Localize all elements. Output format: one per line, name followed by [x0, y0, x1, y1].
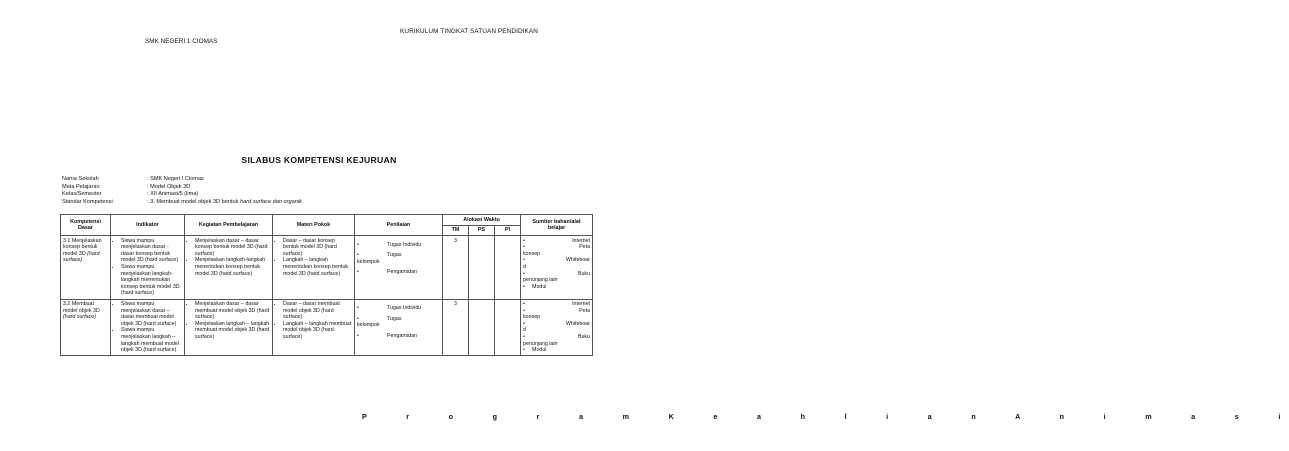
info-row-class: [62, 191, 302, 199]
kegiatan-cell: [185, 299, 273, 356]
bullet-icon: •: [523, 244, 525, 251]
ps-cell: [469, 299, 495, 356]
bullet-icon: •: [357, 305, 359, 312]
program-footer: P r o g r a m K e a h l i a n A n i m a s i: [362, 412, 1289, 421]
list-item: • Siswa mampu menjelaskan langkah-langkah menentukan konsep bentuk model 3D (hard surface): [121, 264, 182, 297]
header-sumber: Sumber bahan/alat belajar: [521, 215, 593, 236]
list-item: • Menjelaskan langkah – langkah membuat model objek 3D (hard surface): [195, 321, 270, 341]
list-item: • Dasar – dasar membuat model objek 3D (hard surface): [283, 301, 352, 321]
info-value: : SMK Negeri I Ciomas: [147, 176, 204, 182]
bullet-icon: •: [523, 257, 525, 264]
bullet-icon: •: [357, 252, 359, 259]
bullet-icon: •: [523, 270, 525, 277]
header-materi: Materi Pokok: [273, 215, 355, 236]
materi-cell: [273, 236, 355, 299]
bullet-icon: •: [523, 307, 525, 314]
penilaian-cell: • Tugas Individu • Tugas kelompok • Pengamatan: [355, 299, 443, 356]
bullet-icon: •: [523, 334, 525, 340]
list-item: • Siswa mampu menjelaskan dasar – dasar membuat model objek 3D (hard surface): [121, 301, 182, 327]
ps-cell: [469, 236, 495, 299]
school-name: SMK NEGERI 1 CIOMAS: [145, 38, 218, 45]
info-row-standard: [62, 199, 302, 207]
list-item: • Menjelaskan langkah-langkah menentukan konsep bentuk model 3D (hard surface): [195, 257, 270, 277]
info-key: Mata Pelajaran: [62, 183, 100, 190]
bullet-icon: •: [523, 320, 525, 327]
list-item: • Menjelaskan dasar – dasar konsep bentuk model 3D (hard surface): [195, 238, 270, 258]
list-item: • Menjelaskan dasar – dasar membuat model objek 3D (hard surface): [195, 301, 270, 321]
bullet-icon: •: [523, 283, 525, 290]
bullet-icon: •: [523, 347, 525, 354]
list-item: • Siswa mampu menjelaskan langkah – langkah membuat model objek 3D (hard surface): [121, 327, 182, 353]
info-value-italic: hard surface dan organik: [239, 198, 302, 205]
list-item: • Dasar – dasar konsep bentuk model 3D (hard surface): [283, 238, 352, 258]
header-ps: PS: [469, 225, 495, 236]
list-item: • Langkah – langkah menentukan konsep bentuk model 3D (hard surface): [283, 257, 352, 277]
tm-cell: 3: [443, 236, 469, 299]
info-key: Kelas/Semester: [62, 191, 102, 198]
curriculum-header: KURIKULUM TINGKAT SATUAN PENDIDIKAN: [400, 28, 538, 35]
list-item: • Langkah – langkah membuat model objek 3D (hard surface): [283, 321, 352, 341]
bullet-icon: •: [357, 269, 359, 276]
sumber-cell: • Internet • Peta konsep • Whiteboar d • Buku penunjang lain • Modul: [521, 236, 593, 299]
pi-cell: [495, 299, 521, 356]
info-row-school: [62, 176, 302, 184]
document-title: SILABUS KOMPETENSI KEJURUAN: [241, 155, 397, 165]
header-penilaian: Penilaian: [355, 215, 443, 236]
info-key: Nama Sekolah: [62, 176, 99, 182]
header-tm: TM: [443, 225, 469, 236]
bullet-icon: •: [357, 315, 359, 322]
header-kegiatan: Kegiatan Pembelajaran: [185, 215, 273, 236]
header-alokasi: Alokasi Waktu: [443, 215, 521, 226]
info-value: : XII Animasi/5 (lima): [147, 191, 199, 198]
pi-cell: [495, 236, 521, 299]
bullet-icon: •: [523, 301, 525, 308]
header-pi: PI: [495, 225, 521, 236]
syllabus-table: [60, 214, 593, 356]
syllabus-info: [62, 176, 302, 206]
kd-cell: 3.1 Menjelaskan konsep bentuk model 3D (hard surface): [61, 236, 111, 299]
sumber-cell: • Internet • Peta konsep • Whiteboar d • Buku penunjang lain • Modul: [521, 299, 593, 356]
info-row-subject: [62, 184, 302, 192]
bullet-icon: •: [357, 332, 359, 339]
penilaian-cell: • Tugas Individu • Tugas kelompok • Pengamatan: [355, 236, 443, 299]
tm-cell: 3: [443, 299, 469, 356]
info-key: Standar Kompetensi: [62, 198, 113, 205]
kd-cell: 3.2 Membuat model objek 3D (hard surface): [61, 299, 111, 356]
list-item: • Siswa mampu menjelaskan dasar - dasar konsep bentuk model 3D (hard surface): [121, 238, 182, 264]
header-indikator: Indikator: [111, 215, 185, 236]
bullet-icon: •: [357, 241, 359, 248]
table-row: [61, 236, 593, 299]
info-value: : Model Objek 3D: [147, 183, 191, 190]
indikator-cell: [111, 299, 185, 356]
materi-cell: [273, 299, 355, 356]
kegiatan-cell: [185, 236, 273, 299]
bullet-icon: •: [523, 237, 525, 244]
info-value: : 3. Membuat model objek 3D bentuk hard surface dan organik: [147, 198, 302, 205]
header-kompetensi-dasar: Kompetensi Dasar: [61, 215, 111, 236]
table-row: [61, 299, 593, 356]
indikator-cell: [111, 236, 185, 299]
